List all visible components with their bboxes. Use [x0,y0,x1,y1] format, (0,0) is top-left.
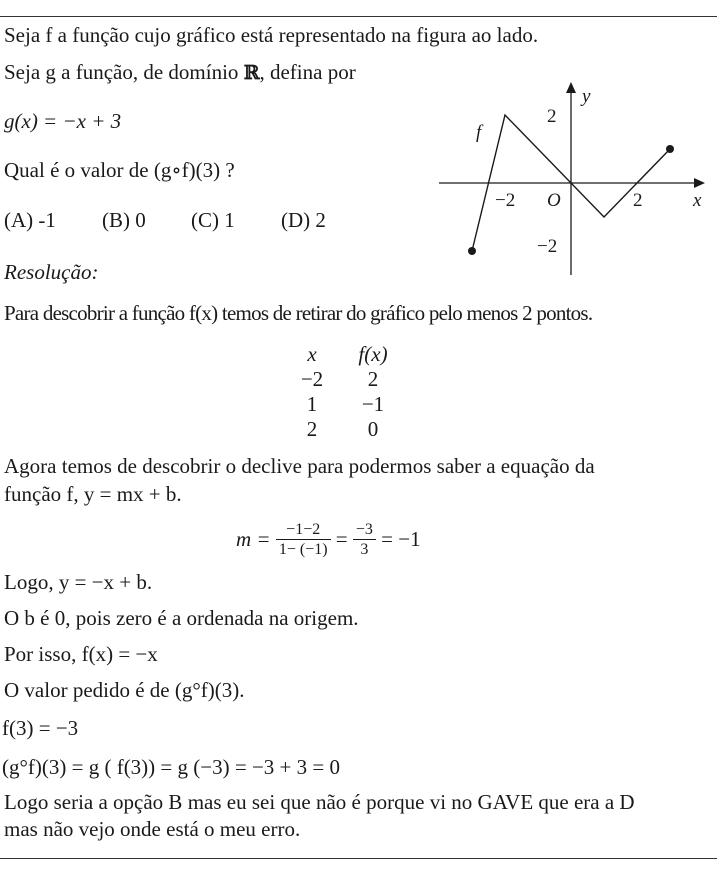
table-header-row [286,342,408,367]
table-cell: −2 [300,367,324,391]
reals-symbol: ℝ [243,62,260,84]
y-axis-arrow-icon [566,82,576,93]
bottom-rule [0,858,717,859]
y-axis-label: y [582,86,591,107]
graph-endpoint-dot [666,145,674,153]
slope-fraction-2 [353,520,376,559]
domain-text: Seja g a função, de domínio [4,60,239,84]
origin-label: O [547,190,561,211]
conclusion-line-2: mas não vejo onde está o meu erro. [4,817,301,841]
table-row [286,417,408,442]
table-cell: −1 [361,392,385,416]
table-header-x: x [307,342,317,366]
slope-intro-line-1: Agora temos de descobrir o declive para podermos saber a equação da [4,454,595,478]
table-cell: 1 [306,392,318,416]
equals-sign: = [335,527,348,552]
tick-y-pos: 2 [547,106,557,127]
option-a: (A) -1 [4,208,56,232]
table-row [286,392,408,417]
g-definition: g(x) = −x + 3 [4,109,122,133]
answer-options [4,210,326,231]
slope-result: = −1 [381,527,421,552]
x-axis-label: x [693,190,702,211]
line-fx: Por isso, f(x) = −x [4,642,158,666]
fraction-denominator: 1− (−1) [278,541,328,559]
resolution-heading: Resolução: [4,260,99,284]
values-table [286,342,408,442]
table-cell: 0 [367,417,379,441]
option-d: (D) 2 [281,208,326,232]
fraction-numerator: −3 [353,520,376,540]
line-value: O valor pedido é de (g°f)(3). [4,678,245,702]
line-f3: f(3) = −3 [2,716,79,740]
line-logo: Logo, y = −x + b. [4,570,153,594]
slope-intro-line-2: função f, y = mx + b. [4,482,182,506]
x-axis-arrow-icon [694,178,705,188]
tick-x-neg: −2 [495,190,516,211]
tick-y-neg: −2 [537,236,558,257]
slope-equation [236,520,421,559]
domain-suffix: , defina por [259,60,356,84]
tick-x-pos: 2 [633,190,643,211]
line-composition: (g°f)(3) = g ( f(3)) = g (−3) = −3 + 3 = 0 [2,755,340,779]
table-cell: 2 [306,417,318,441]
question: Qual é o valor de (g∘f)(3) ? [4,158,235,182]
graph-function-label: f [476,122,482,143]
table-cell: 2 [367,367,379,391]
top-rule [0,16,717,17]
conclusion-line-1: Logo seria a opção B mas eu sei que não é porque vi no GAVE que era a D [4,790,635,814]
table-row [286,367,408,392]
problem-line-1: Seja f a função cujo gráfico está representado na figura ao lado. [4,23,539,47]
fraction-denominator: 3 [360,541,369,559]
problem-line-2 [4,62,356,83]
option-c: (C) 1 [191,208,235,232]
graph-endpoint-dot [468,247,476,255]
slope-lhs: m = [236,527,271,552]
function-graph [437,80,709,280]
line-b: O b é 0, pois zero é a ordenada na origem. [4,606,359,630]
option-b: (B) 0 [102,208,146,232]
resolution-intro: Para descobrir a função f(x) temos de retirar do gráfico pelo menos 2 pontos. [4,301,593,325]
fraction-numerator: −1−2 [276,520,331,540]
slope-fraction-1 [276,520,331,559]
table-header-fx: f(x) [358,342,388,366]
